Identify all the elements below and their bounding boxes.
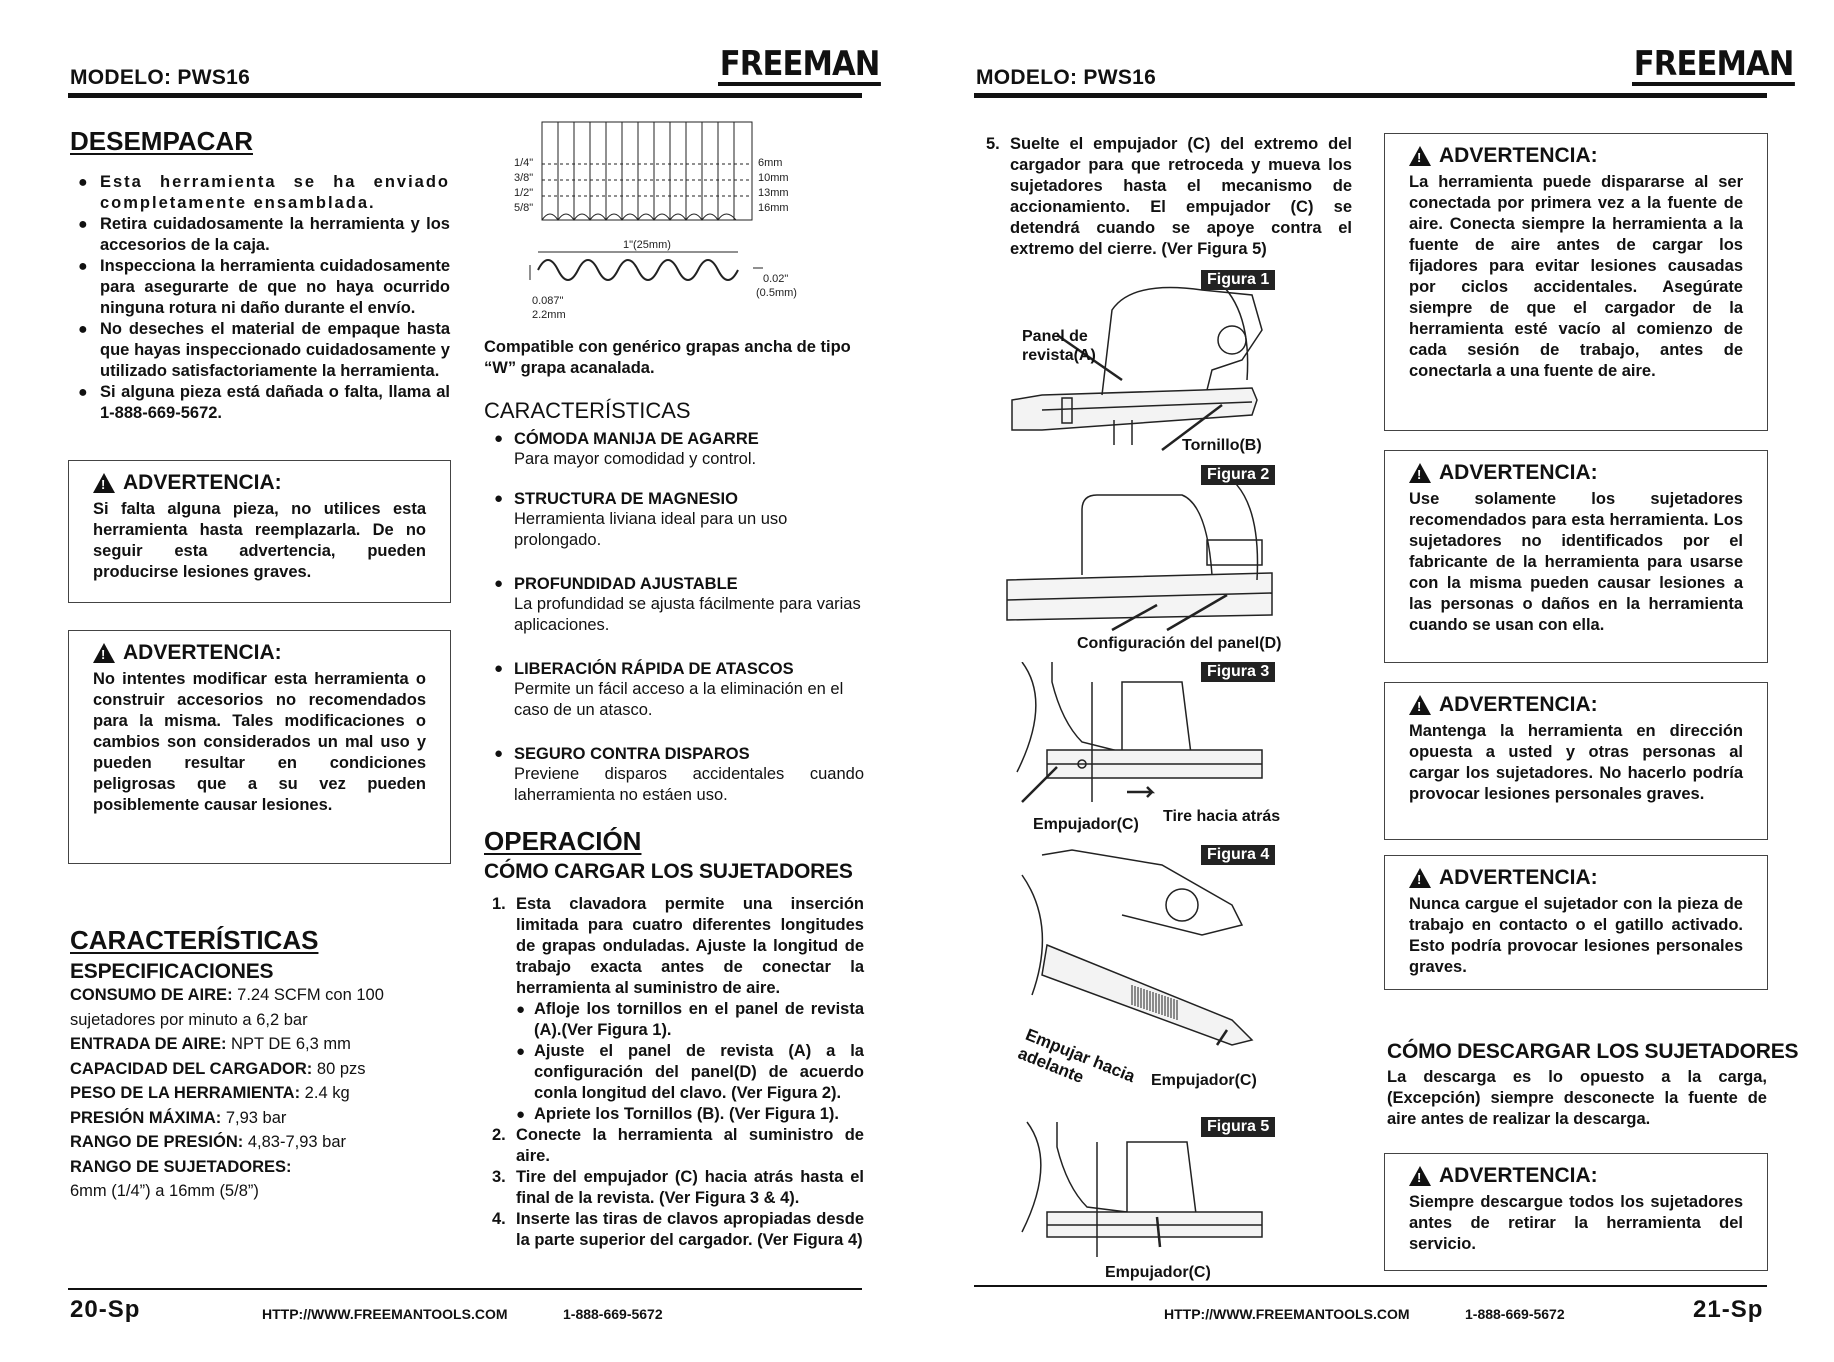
unpack-list	[70, 172, 450, 424]
feature-item: ● CÓMODA MANIJA DE AGARRE Para mayor comodidad y control.	[494, 430, 864, 470]
operation-title: OPERACIÓN	[484, 826, 642, 856]
page-number: 21-Sp	[1693, 1296, 1764, 1323]
spec-row: CONSUMO DE AIRE: 7.24 SCFM con 100 sujetadores por minuto a 6,2 bar	[70, 986, 384, 1029]
warning-icon: !	[93, 643, 115, 663]
phone-number: 1-888-669-5672	[1465, 1306, 1565, 1322]
unload-title: CÓMO DESCARGAR LOS SUJETADORES	[1387, 1040, 1799, 1063]
size-label: 3/8"	[514, 172, 534, 184]
feature-item: ● STRUCTURA DE MAGNESIO Herramienta liviana ideal para un uso prolongado.	[494, 490, 864, 551]
list-item: ● Si alguna pieza está dañada o falta, llama al 1-888-669-5672.	[70, 382, 450, 424]
callout-empujador: Empujador(C)	[1151, 1072, 1257, 1089]
warning-icon: !	[1409, 868, 1431, 888]
figure-5-illustration	[1002, 1117, 1274, 1267]
unpack-title: DESEMPACAR	[70, 126, 253, 156]
sub-step: ● Ajuste el panel de revista (A) a la configuración del panel(D) de acuerdo conla longitud del clavo. (Ver Figura 2).	[516, 1041, 864, 1104]
callout-tornillo: Tornillo(B)	[1182, 437, 1262, 454]
figure-label: Figura 1	[1201, 270, 1275, 290]
size-label: 5/8"	[514, 202, 534, 214]
figure-label: Figura 4	[1201, 845, 1275, 865]
callout-tire: Tire hacia atrás	[1163, 808, 1281, 825]
warning-box: ! ADVERTENCIA: No intentes modificar esta herramienta o construir accesorios no recomendados para la misma. Tales modificaciones o cambios son considerados un mal uso y pueden resultar en condiciones peligrosas que a su vez pueden posiblemente causar lesiones.	[68, 630, 451, 864]
figure-3-illustration	[1002, 662, 1274, 812]
thickness-mm-label: (0.5mm)	[756, 287, 797, 299]
size-label: 16mm	[758, 202, 789, 214]
figure-2-illustration	[1002, 465, 1274, 635]
step-item: 3. Tire del empujador (C) hacia atrás hasta el final de la revista. (Ver Figura 3 & 4).	[492, 1168, 864, 1207]
warning-icon: !	[1409, 463, 1431, 483]
feature-item: ● LIBERACIÓN RÁPIDA DE ATASCOS Permite un fácil acceso a la eliminación en el caso de un atasco.	[494, 660, 864, 721]
load-steps	[484, 894, 864, 1251]
list-item: ● Inspecciona la herramienta cuidadosamente para asegurarte de que no haya ocurrido ninguna rotura ni daño durante el envío.	[70, 256, 450, 319]
thickness-label: 0.02"	[763, 273, 789, 285]
warning-icon: !	[1409, 146, 1431, 166]
features-title: CARACTERÍSTICAS	[70, 925, 319, 955]
header-rule	[68, 93, 862, 98]
step-item: 1. Esta clavadora permite una inserción limitada para cuatro diferentes longitudes de grapas onduladas. Ajuste la longitud de trabajo exacta antes de conectar la herramienta al suministro de aire. ● Afloje los tornillos en el panel de revista (A).(Ver Figura 1). ● Ajuste el panel de revista (A) a la configuración del panel(D) de acuerdo conla longitud del clavo. (Ver Figura 2). ● Apriete los Tornillos (B). (Ver Figura 1).	[484, 894, 864, 1125]
height-mm-label: 2.2mm	[532, 309, 566, 321]
model-label: MODELO: PWS16	[976, 66, 1157, 89]
load-title: CÓMO CARGAR LOS SUJETADORES	[484, 860, 853, 883]
warning-icon: !	[1409, 695, 1431, 715]
spec-row: CAPACIDAD DEL CARGADOR: 80 pzs	[70, 1059, 366, 1078]
staple-diagram	[508, 120, 808, 325]
spec-row: ENTRADA DE AIRE: NPT DE 6,3 mm	[70, 1035, 351, 1053]
website-link[interactable]: HTTP://WWW.FREEMANTOOLS.COM	[1164, 1306, 1410, 1322]
step-item: 5. Suelte el empujador (C) del extremo del cargador para que retroceda y mueva los sujetadores hasta el mecanismo de accionamiento. El empujador (C) se detendrá cuando se apoye contra el extremo del cierre. (Ver Figura 5)	[986, 135, 1352, 258]
list-item: ● Esta herramienta se ha enviado completamente ensamblada.	[70, 172, 450, 214]
warning-box: ! ADVERTENCIA: Siempre descargue todos los sujetadores antes de retirar la herramienta del servicio.	[1384, 1153, 1768, 1271]
callout-panel: Panel de revista(A)	[1022, 328, 1096, 364]
spec-row: PESO DE LA HERRAMIENTA: 2.4 kg	[70, 1084, 350, 1102]
model-label: MODELO: PWS16	[70, 66, 251, 89]
callout-config: Configuración del panel(D)	[1077, 635, 1282, 652]
list-item: ● Retira cuidadosamente la herramienta y los accesorios de la caja.	[70, 214, 450, 256]
load-steps-cont	[978, 134, 1352, 260]
spec-row: RANGO DE PRESIÓN: 4,83-7,93 bar	[70, 1133, 347, 1151]
callout-empujador: Empujador(C)	[1033, 816, 1139, 833]
footer-rule	[974, 1285, 1767, 1287]
size-label: 10mm	[758, 172, 789, 184]
spec-row: RANGO DE SUJETADORES:	[70, 1157, 292, 1176]
sub-step: ● Apriete los Tornillos (B). (Ver Figura 1).	[516, 1104, 864, 1125]
size-label: 1/2"	[514, 187, 534, 199]
specs-list	[70, 983, 410, 1204]
footer-rule	[68, 1288, 862, 1290]
website-link[interactable]: HTTP://WWW.FREEMANTOOLS.COM	[262, 1306, 508, 1322]
feature-item: ● PROFUNDIDAD AJUSTABLE La profundidad se ajusta fácilmente para varias aplicaciones.	[494, 575, 864, 636]
warning-box: ! ADVERTENCIA: Nunca cargue el sujetador con la pieza de trabajo en contacto o el gatillo activado. Esto podría provocar lesiones personales graves.	[1384, 855, 1768, 990]
callout-empujar: Empujar hacia adelante	[1015, 1025, 1138, 1088]
warning-box: ! ADVERTENCIA: Use solamente los sujetadores recomendados para esta herramienta. Los sujetadores no identificados por el fabricante de la herramienta para usarse con la misma pueden causar lesiones a las personas o daños en la herramienta cuando se usan con ella.	[1384, 450, 1768, 663]
header-rule	[974, 93, 1767, 98]
freeman-logo: FREEMAN	[1633, 44, 1794, 84]
size-label: 1/4"	[514, 157, 534, 169]
spec-row: PRESIÓN MÁXIMA: 7,93 bar	[70, 1108, 287, 1127]
freeman-logo: FREEMAN	[719, 44, 880, 84]
feature-item: ● SEGURO CONTRA DISPAROS Previene disparos accidentales cuando laherramienta no estáen uso.	[494, 745, 864, 806]
staple-lines	[558, 122, 734, 220]
specs-title: ESPECIFICACIONES	[70, 960, 274, 983]
size-label: 6mm	[758, 157, 783, 169]
warning-box: ! ADVERTENCIA: La herramienta puede dispararse al ser conectada por primera vez a la fuente de aire. Conecta siempre la herramienta a la fuente de aire antes de cargar los fijadores para evitar lesiones causadas por ciclos accidentales. Asegúrate siempre de que el cargador de la herramienta esté vacío al comienzo de cada sesión de trabajo, antes de conectarla a una fuente de aire.	[1384, 133, 1768, 431]
characteristics-title: CARACTERÍSTICAS	[484, 398, 691, 423]
right-page	[917, 0, 1834, 1362]
step-item: 2. Conecte la herramienta al suministro de aire.	[492, 1126, 864, 1165]
step-item: 4. Inserte las tiras de clavos apropiadas desde la parte superior del cargador. (Ver Figura 4)	[492, 1210, 864, 1249]
warning-box: ! ADVERTENCIA: Mantenga la herramienta en dirección opuesta a usted y otras personas al cargar los sujetadores. No hacerlo podría provocar lesiones personales graves.	[1384, 682, 1768, 840]
unload-text: La descarga es lo opuesto a la carga, (Excepción) siempre desconecte la fuente de aire antes de realizar la descarga.	[1387, 1068, 1767, 1128]
size-label: 13mm	[758, 187, 789, 199]
figure-1-illustration	[1002, 270, 1274, 460]
callout-empujador: Empujador(C)	[1105, 1264, 1211, 1281]
figure-label: Figura 5	[1201, 1117, 1275, 1137]
figure-label: Figura 3	[1201, 662, 1275, 682]
height-label: 0.087"	[532, 295, 564, 307]
warning-icon: !	[93, 473, 115, 493]
warning-box: ! ADVERTENCIA: Si falta alguna pieza, no utilices esta herramienta hasta reemplazarla. De no seguir esta advertencia, pueden producirse lesiones graves.	[68, 460, 451, 603]
figure-label: Figura 2	[1201, 465, 1275, 485]
warning-icon: !	[1409, 1166, 1431, 1186]
compat-text: Compatible con genérico grapas ancha de tipo “W” grapa acanalada.	[484, 338, 851, 377]
spec-range: 6mm (1/4”) a 16mm (5/8”)	[70, 1182, 259, 1200]
sub-step: ● Afloje los tornillos en el panel de revista (A).(Ver Figura 1).	[516, 999, 864, 1041]
figure-4-illustration	[1002, 845, 1274, 1060]
page-number: 20-Sp	[70, 1296, 141, 1323]
width-label: 1"(25mm)	[623, 239, 671, 251]
list-item: ● No deseches el material de empaque hasta que hayas inspeccionado cuidadosamente y utilizado satisfactoriamente la herramienta.	[70, 319, 450, 382]
phone-number: 1-888-669-5672	[563, 1306, 663, 1322]
